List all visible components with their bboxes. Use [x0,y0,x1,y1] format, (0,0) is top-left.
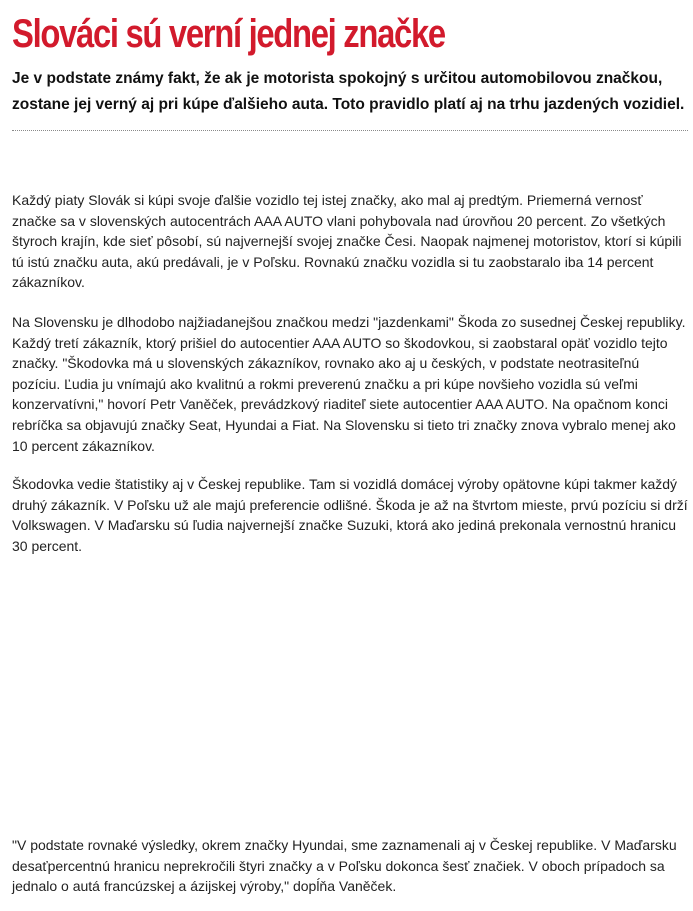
article [12,0,688,895]
article-paragraph-2: Na Slovensku je dlhodobo najžiadanejšou značkou medzi "jazdenkami" Škoda zo susednej Českej republiky. Každý tretí zákazník, ktorý prišiel do autocentier AAA AUTO so škodovkou, si zaobstaral opäť vozidlo tejto značky. "Škodovka má u slovenských zákazníkov, rovnako ako aj u českých, v podstate neotrasiteľnú pozíciu. Ľudia ju vnímajú ako kvalitnú a rokmi preverenú značku a pri kúpe novšieho vozidla sú veľmi konzervatívni," hovorí Petr Vaněček, prevádzkový riaditeľ siete autocentier AAA AUTO. Na opačnom konci rebríčka sa objavujú značky Seat, Hyundai a Fiat. Na Slovensku si tieto tri značky znova vybralo menej ako 10 percent zákazníkov. [12,314,686,454]
article-paragraph-4: "V podstate rovnaké výsledky, okrem značky Hyundai, sme zaznamenali aj v Českej republike. V Maďarsku desaťpercentnú hranicu neprekročili štyri značky a v Poľsku dokonca šesť značiek. V oboch prípadoch sa jednalo o autá francúzskej a ázijskej výroby," dopĺňa Vaněček. [12,837,677,895]
article-paragraph-1: Každý piaty Slovák si kúpi svoje ďalšie vozidlo tej istej značky, ako mal aj predtým. Priemerná vernosť značke sa v slovenských autocentrách AAA AUTO vlani pohybovala nad úrovňou 20 percent. Zo všetkých štyroch krajín, kde sieť pôsobí, sú najvernejší svojej značke Česi. Naopak najmenej motoristov, ktorí si kúpili tú istú značku auta, akú predávali, je v Poľsku. Rovnakú značku vozidla si tu zaobstaralo iba 14 percent zákazníkov. [12,192,682,291]
article-lead: Je v podstate známy fakt, že ak je motorista spokojný s určitou automobilovou značkou, zostane jej verný aj pri kúpe ďalšieho auta. Toto pravidlo platí aj na trhu jazdených vozidiel. [12,70,685,113]
page-title: Slováci sú verní jednej značke [12,12,445,56]
dotted-divider [12,130,688,131]
article-paragraph-3: Škodovka vedie štatistiky aj v Českej republike. Tam si vozidlá domácej výroby opätovne kúpi takmer každý druhý zákazník. V Poľsku už ale majú preferencie odlišné. Škoda je až na štvrtom mieste, prvú pozíciu si drží Volkswagen. V Maďarsku sú ľudia najvernejší značke Suzuki, ktorá ako jediná prekonala vernostnú hranicu 30 percent. [12,476,688,554]
